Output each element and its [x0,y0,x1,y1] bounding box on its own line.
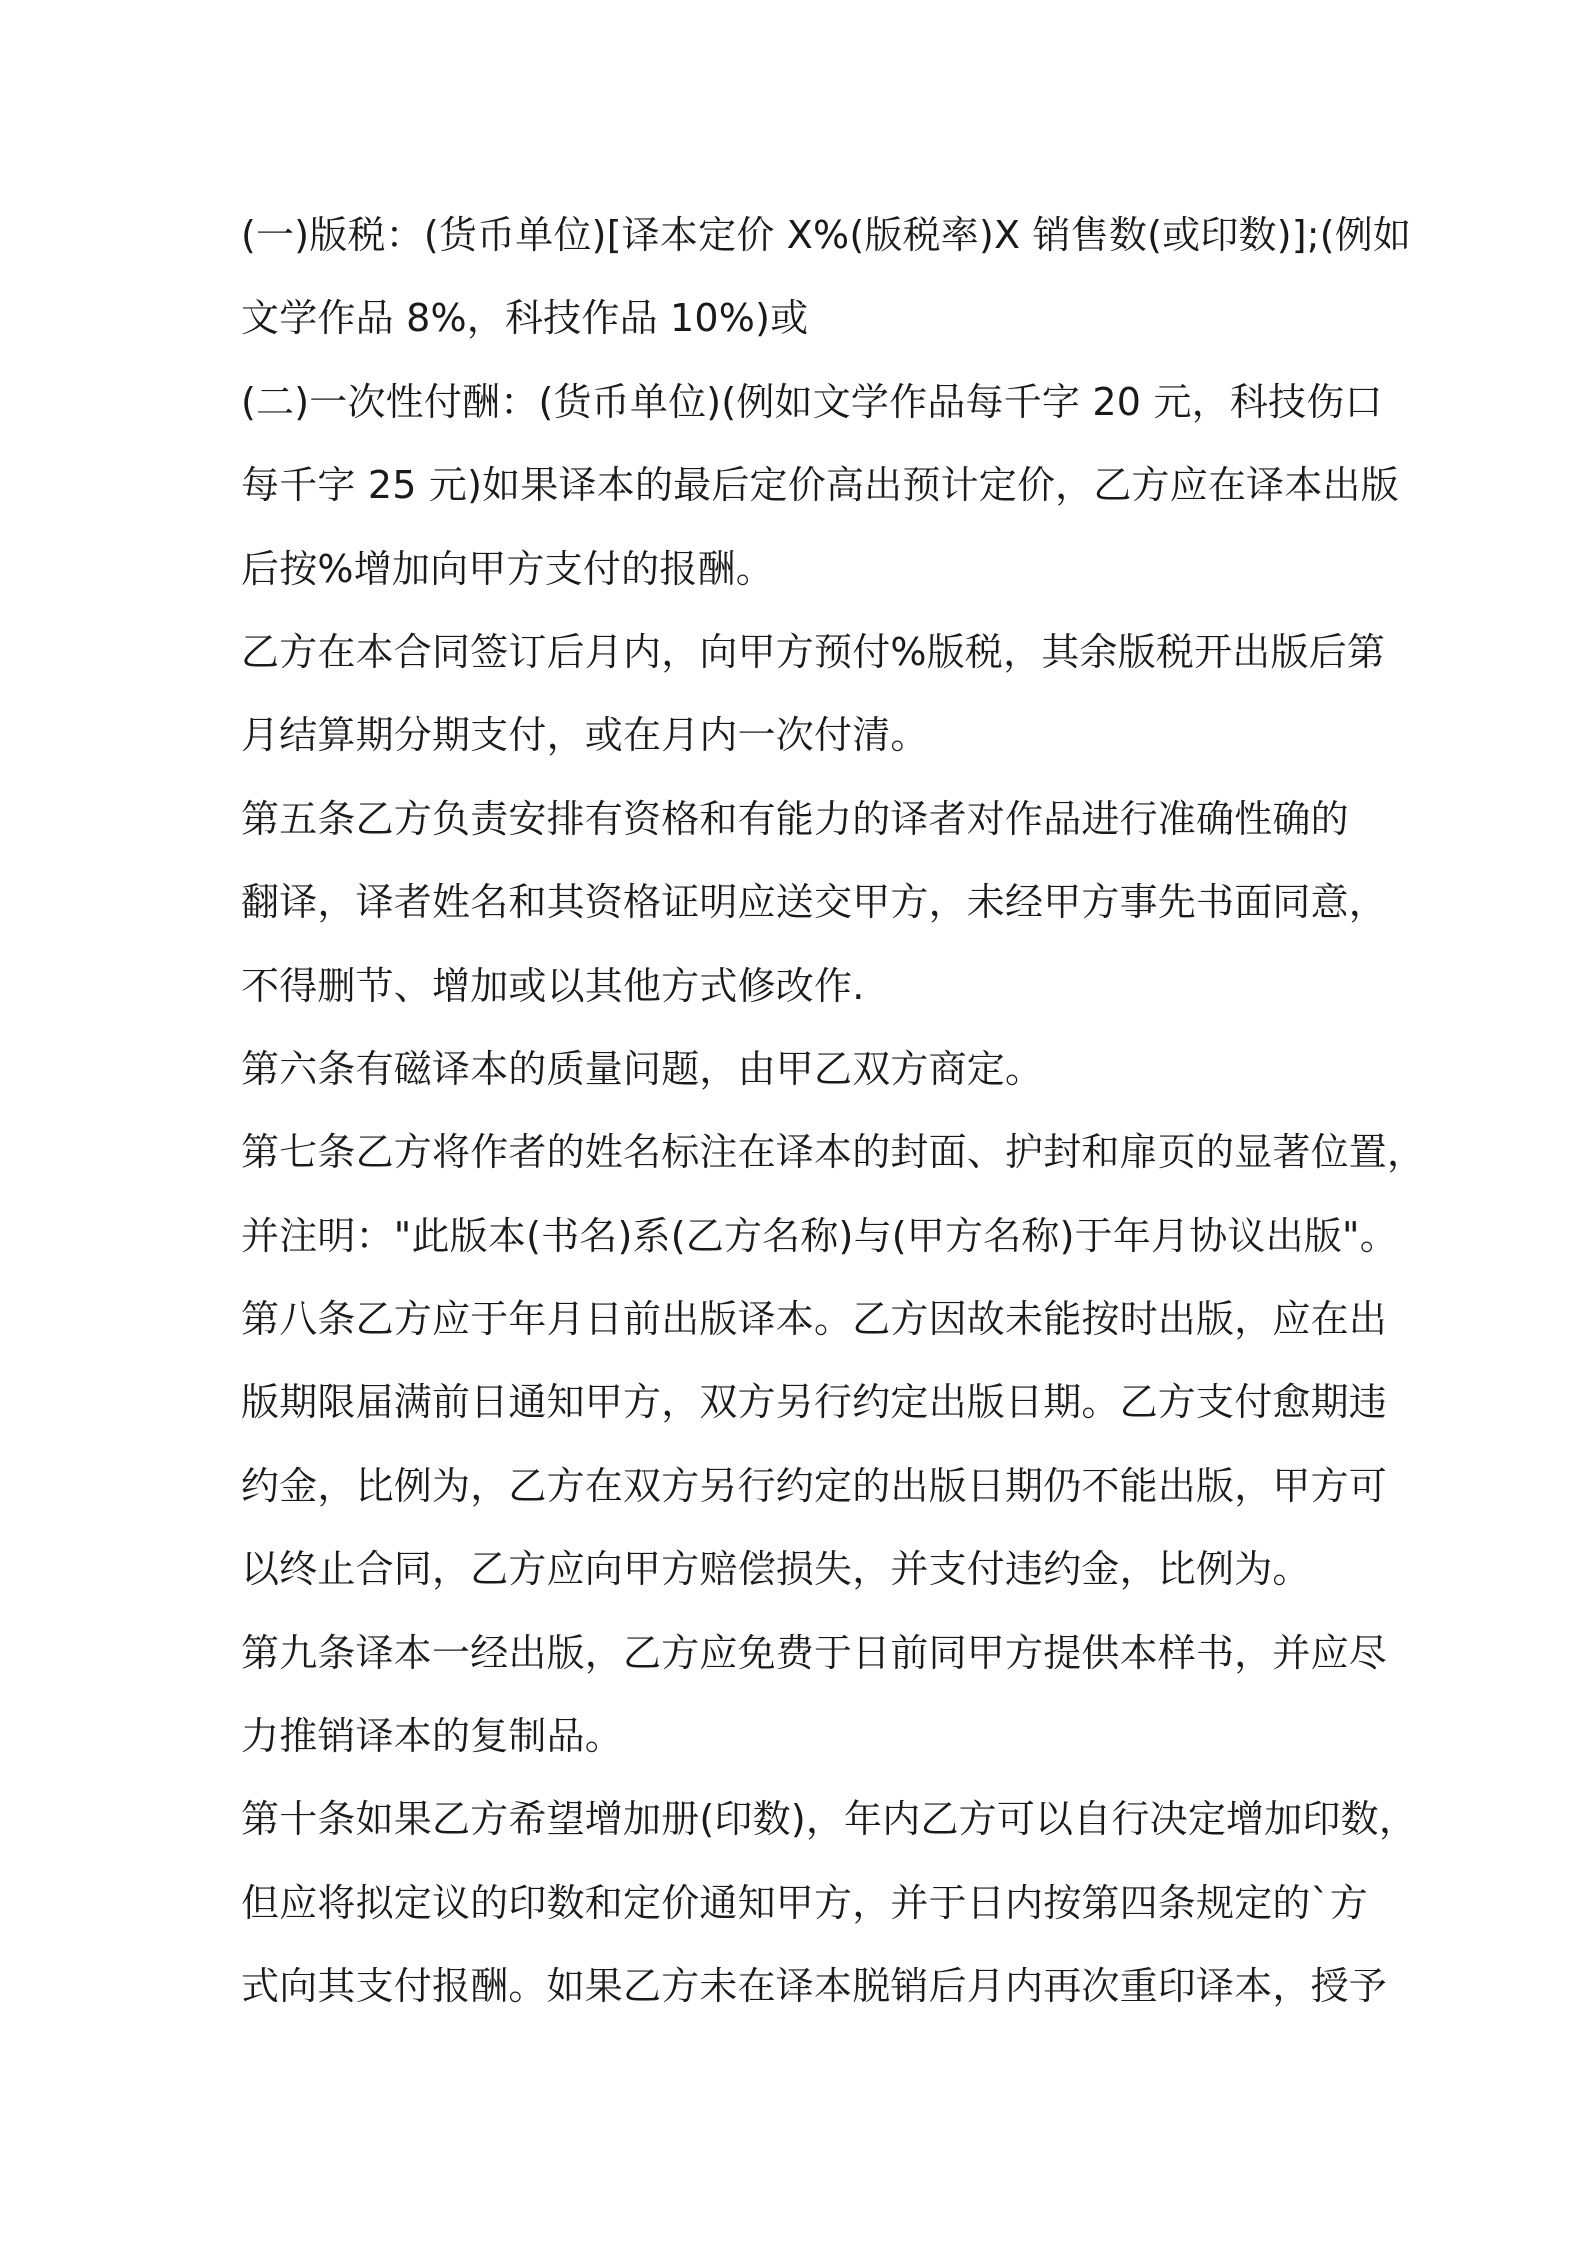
text-line: 第七条乙方将作者的姓名标注在译本的封面、护封和扉页的显著位置， [241,1130,1426,1175]
text-line: 文学作品 8%，科技作品 10%)或 [241,296,809,341]
text-line: 月结算期分期支付，或在月内一次付清。 [241,713,929,758]
text-line: (一)版税：(货币单位)[译本定价 X%(版税率)X 销售数(或印数)];(例如 [241,213,1412,257]
text-line: 第五条乙方负责安排有资格和有能力的译者对作品进行准确性确的 [241,796,1349,841]
text-line: 后按%增加向甲方支付的报酬。 [241,546,774,591]
contract-text-body [241,194,1426,2029]
text-line: (二)一次性付酬：(货币单位)(例如文学作品每千字 20 元，科技伤口 [241,379,1383,424]
text-line: 并注明："此版本(书名)系(乙方名称)与(甲方名称)于年月协议出版"。 [241,1213,1398,1258]
text-line: 第九条译本一经出版，乙方应免费于日前同甲方提供本样书，并应尽 [241,1630,1388,1675]
text-line: 第八条乙方应于年月日前出版译本。乙方因故未能按时出版，应在出 [241,1297,1388,1342]
text-line: 第六条有磁译本的质量问题，由甲乙双方商定。 [241,1046,1044,1091]
text-line: 每千字 25 元)如果译本的最后定价高出预计定价，乙方应在译本出版 [241,463,1399,508]
text-line: 版期限届满前日通知甲方，双方另行约定出版日期。乙方支付愈期违 [241,1380,1388,1425]
text-line: 约金，比例为，乙方在双方另行约定的出版日期仍不能出版，甲方可 [241,1463,1388,1508]
text-line: 但应将拟定议的印数和定价通知甲方，并于日内按第四条规定的`方 [241,1880,1369,1925]
text-line: 第十条如果乙方希望增加册(印数)，年内乙方可以自行决定增加印数， [241,1797,1418,1842]
text-line: 不得删节、增加或以其他方式修改作. [241,963,865,1008]
text-line: 力推销译本的复制品。 [241,1714,624,1759]
text-line: 式向其支付报酬。如果乙方未在译本脱销后月内再次重印译本，授予 [241,1964,1388,2009]
text-line: 乙方在本合同签订后月内，向甲方预付%版税，其余版税开出版后第 [241,629,1386,674]
text-line: 以终止合同，乙方应向甲方赔偿损失，并支付违约金，比例为。 [241,1547,1311,1592]
text-line: 翻译，译者姓名和其资格证明应送交甲方，未经甲方事先书面同意， [241,880,1388,925]
